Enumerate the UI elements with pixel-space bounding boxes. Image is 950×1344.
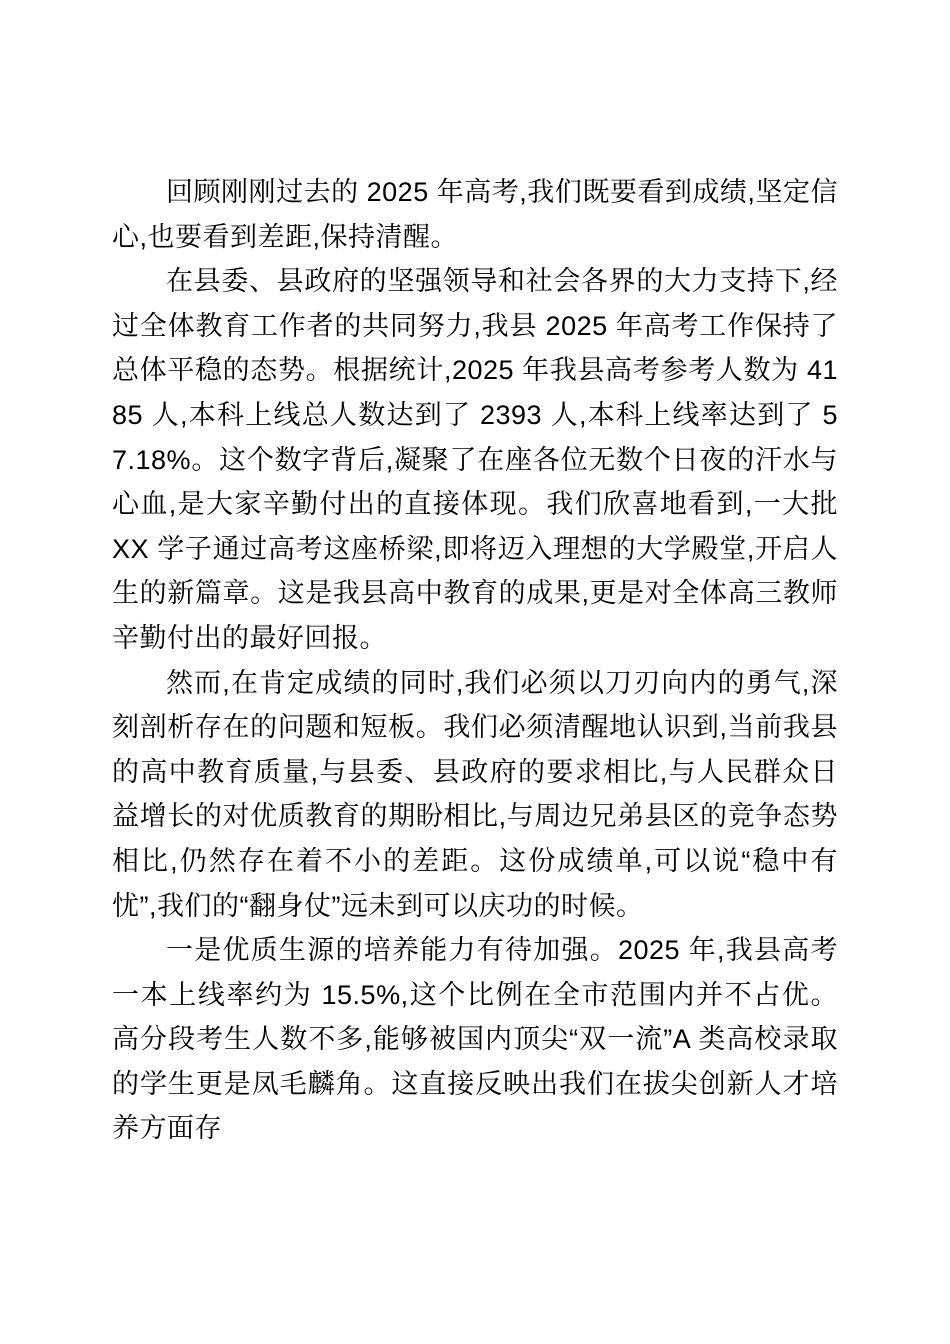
paragraph-issue-one: 一是优质生源的培养能力有待加强。2025 年,我县高考一本上线率约为 15.5%,这个比例在全市范围内并不占优。高分段考生人数不多,能够被国内顶尖“双一流”A 类高校录取的学生更是凤毛麟角。这直接反映出我们在拔尖创新人才培养方面存 [112, 935, 838, 1144]
paragraph-problems: 然而,在肯定成绩的同时,我们必须以刀刃向内的勇气,深刻剖析存在的问题和短板。我们必须清醒地认识到,当前我县的高中教育质量,与县委、县政府的要求相比,与人民群众日益增长的对优质教育的期盼相比,与周边兄弟县区的竞争态势相比,仍然存在着不小的差距。这份成绩单,可以说“稳中有忧”,我们的“翻身仗”远未到可以庆功的时候。 [112, 667, 838, 921]
paragraph-achievements: 在县委、县政府的坚强领导和社会各界的大力支持下,经过全体教育工作者的共同努力,我县 2025 年高考工作保持了总体平稳的态势。根据统计,2025 年我县高考参考人数为 4185 人,本科上线总人数达到了 2393 人,本科上线率达到了 57.18%。这个数字背后,凝聚了在座各位无数个日夜的汗水与心血,是大家辛勤付出的直接体现。我们欣喜地看到,一大批 XX 学子通过高考这座桥梁,即将迈入理想的大学殿堂,开启人生的新篇章。这是我县高中教育的成果,更是对全体高三教师辛勤付出的最好回报。 [112, 266, 838, 653]
paragraph-overview: 回顾刚刚过去的 2025 年高考,我们既要看到成绩,坚定信心,也要看到差距,保持清醒。 [112, 177, 838, 252]
